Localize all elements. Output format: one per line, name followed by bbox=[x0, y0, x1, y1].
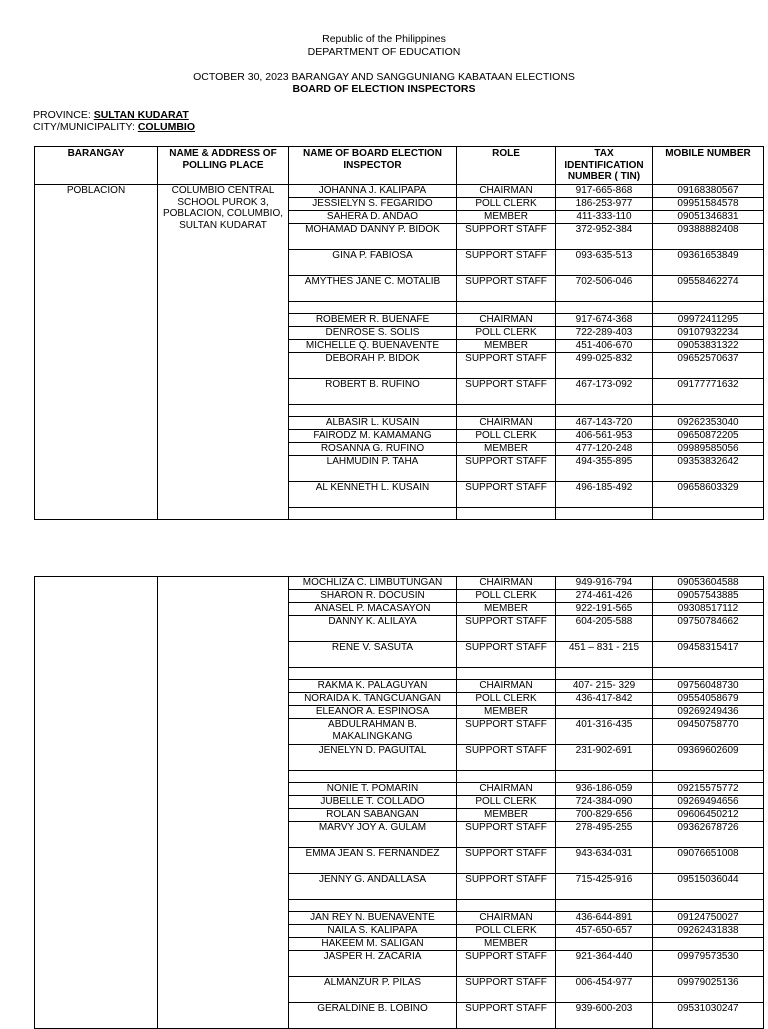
inspector-name-cell bbox=[289, 771, 457, 783]
inspector-name-cell: LAHMUDIN P. TAHA bbox=[289, 456, 457, 482]
tin-cell: 407- 215- 329 bbox=[556, 680, 653, 693]
role-cell: SUPPORT STAFF bbox=[457, 250, 556, 276]
polling-place-cell bbox=[158, 577, 289, 1029]
inspectors-table-2 bbox=[34, 576, 764, 1029]
mobile-cell: 09979025136 bbox=[653, 977, 764, 1003]
tin-cell: 917-674-368 bbox=[556, 314, 653, 327]
inspector-name-cell: DENROSE S. SOLIS bbox=[289, 327, 457, 340]
inspector-name-cell: JAN REY N. BUENAVENTE bbox=[289, 912, 457, 925]
inspector-name-cell: HAKEEM M. SALIGAN bbox=[289, 938, 457, 951]
inspector-name-cell bbox=[289, 668, 457, 680]
barangay-cell: POBLACION bbox=[35, 185, 158, 520]
tin-cell: 436-644-891 bbox=[556, 912, 653, 925]
mobile-cell: 09124750027 bbox=[653, 912, 764, 925]
tin-cell: 700-829-656 bbox=[556, 809, 653, 822]
role-cell: MEMBER bbox=[457, 340, 556, 353]
tin-cell: 917-665-868 bbox=[556, 185, 653, 198]
inspector-name-cell: GINA P. FABIOSA bbox=[289, 250, 457, 276]
role-cell: SUPPORT STAFF bbox=[457, 616, 556, 642]
city-line bbox=[33, 121, 195, 133]
role-cell: POLL CLERK bbox=[457, 198, 556, 211]
role-cell: CHAIRMAN bbox=[457, 577, 556, 590]
mobile-cell: 09606450212 bbox=[653, 809, 764, 822]
role-cell: SUPPORT STAFF bbox=[457, 482, 556, 508]
header-republic: Republic of the Philippines bbox=[322, 33, 446, 45]
tin-cell: 401-316-435 bbox=[556, 719, 653, 745]
mobile-cell bbox=[653, 900, 764, 912]
role-cell bbox=[457, 771, 556, 783]
tin-cell: 936-186-059 bbox=[556, 783, 653, 796]
inspector-name-cell: JESSIELYN S. FEGARIDO bbox=[289, 198, 457, 211]
role-cell: POLL CLERK bbox=[457, 590, 556, 603]
tin-cell: 006-454-977 bbox=[556, 977, 653, 1003]
col-header-role: ROLE bbox=[457, 147, 556, 185]
role-cell bbox=[457, 668, 556, 680]
role-cell: POLL CLERK bbox=[457, 925, 556, 938]
role-cell: SUPPORT STAFF bbox=[457, 276, 556, 302]
tin-cell bbox=[556, 508, 653, 520]
inspector-name-cell: ROBERT B. RUFINO bbox=[289, 379, 457, 405]
mobile-cell: 09369602609 bbox=[653, 745, 764, 771]
inspector-name-cell: ROLAN SABANGAN bbox=[289, 809, 457, 822]
table-row bbox=[35, 185, 764, 198]
inspector-name-cell: JENELYN D. PAGUITAL bbox=[289, 745, 457, 771]
mobile-cell: 09353832642 bbox=[653, 456, 764, 482]
header-department: DEPARTMENT OF EDUCATION bbox=[307, 46, 461, 58]
role-cell: SUPPORT STAFF bbox=[457, 379, 556, 405]
role-cell bbox=[457, 302, 556, 314]
inspector-name-cell: ALMANZUR P. PILAS bbox=[289, 977, 457, 1003]
mobile-cell: 09177771632 bbox=[653, 379, 764, 405]
inspector-name-cell: RAKMA K. PALAGUYAN bbox=[289, 680, 457, 693]
mobile-cell bbox=[653, 508, 764, 520]
tin-cell: 477-120-248 bbox=[556, 443, 653, 456]
mobile-cell: 09269494656 bbox=[653, 796, 764, 809]
polling-place-cell: COLUMBIO CENTRAL SCHOOL PUROK 3, POBLACION, COLUMBIO, SULTAN KUDARAT bbox=[158, 185, 289, 520]
col-header-tin: TAX IDENTIFICATION NUMBER ( TIN) bbox=[556, 147, 653, 185]
header-election: OCTOBER 30, 2023 BARANGAY AND SANGGUNIANG KABATAAN ELECTIONS bbox=[193, 71, 575, 83]
role-cell: SUPPORT STAFF bbox=[457, 951, 556, 977]
tin-cell bbox=[556, 938, 653, 951]
tin-cell bbox=[556, 668, 653, 680]
inspector-name-cell: FAIRODZ M. KAMAMANG bbox=[289, 430, 457, 443]
role-cell: MEMBER bbox=[457, 706, 556, 719]
inspector-name-cell: EMMA JEAN S. FERNANDEZ bbox=[289, 848, 457, 874]
tin-cell: 724-384-090 bbox=[556, 796, 653, 809]
mobile-cell: 09076651008 bbox=[653, 848, 764, 874]
tin-cell: 411-333-110 bbox=[556, 211, 653, 224]
tin-cell: 604-205-588 bbox=[556, 616, 653, 642]
tin-cell bbox=[556, 302, 653, 314]
mobile-cell bbox=[653, 405, 764, 417]
tin-cell bbox=[556, 405, 653, 417]
mobile-cell: 09215575772 bbox=[653, 783, 764, 796]
mobile-cell: 09262431838 bbox=[653, 925, 764, 938]
inspector-name-cell: NAILA S. KALIPAPA bbox=[289, 925, 457, 938]
mobile-cell: 09972411295 bbox=[653, 314, 764, 327]
mobile-cell: 09750784662 bbox=[653, 616, 764, 642]
tin-cell: 093-635-513 bbox=[556, 250, 653, 276]
inspector-name-cell: JENNY G. ANDALLASA bbox=[289, 874, 457, 900]
role-cell: SUPPORT STAFF bbox=[457, 745, 556, 771]
mobile-cell: 09308517112 bbox=[653, 603, 764, 616]
inspector-name-cell: ANASEL P. MACASAYON bbox=[289, 603, 457, 616]
col-header-inspector-name: NAME OF BOARD ELECTION INSPECTOR bbox=[289, 147, 457, 185]
tin-cell: 922-191-565 bbox=[556, 603, 653, 616]
barangay-cell bbox=[35, 577, 158, 1029]
tin-cell bbox=[556, 706, 653, 719]
role-cell: CHAIRMAN bbox=[457, 185, 556, 198]
tin-cell: 921-364-440 bbox=[556, 951, 653, 977]
inspector-name-cell bbox=[289, 508, 457, 520]
province-label: PROVINCE: bbox=[33, 109, 91, 121]
mobile-cell: 09168380567 bbox=[653, 185, 764, 198]
tin-cell: 451-406-670 bbox=[556, 340, 653, 353]
tin-cell: 499-025-832 bbox=[556, 353, 653, 379]
tin-cell: 467-143-720 bbox=[556, 417, 653, 430]
mobile-cell: 09053604588 bbox=[653, 577, 764, 590]
role-cell: SUPPORT STAFF bbox=[457, 977, 556, 1003]
role-cell: POLL CLERK bbox=[457, 430, 556, 443]
role-cell: SUPPORT STAFF bbox=[457, 848, 556, 874]
inspector-name-cell: SHARON R. DOCUSIN bbox=[289, 590, 457, 603]
role-cell: CHAIRMAN bbox=[457, 314, 556, 327]
role-cell: MEMBER bbox=[457, 809, 556, 822]
role-cell: SUPPORT STAFF bbox=[457, 224, 556, 250]
mobile-cell: 09057543885 bbox=[653, 590, 764, 603]
mobile-cell: 09979573530 bbox=[653, 951, 764, 977]
inspectors-table-1 bbox=[34, 146, 764, 520]
inspector-name-cell bbox=[289, 302, 457, 314]
mobile-cell: 09558462274 bbox=[653, 276, 764, 302]
tin-cell: 702-506-046 bbox=[556, 276, 653, 302]
tin-cell: 949-916-794 bbox=[556, 577, 653, 590]
tin-cell: 467-173-092 bbox=[556, 379, 653, 405]
mobile-cell: 09051346831 bbox=[653, 211, 764, 224]
role-cell: SUPPORT STAFF bbox=[457, 642, 556, 668]
mobile-cell: 09388882408 bbox=[653, 224, 764, 250]
col-header-barangay: BARANGAY bbox=[35, 147, 158, 185]
inspector-name-cell: NONIE T. POMARIN bbox=[289, 783, 457, 796]
tin-cell: 278-495-255 bbox=[556, 822, 653, 848]
tin-cell: 715-425-916 bbox=[556, 874, 653, 900]
province-value: SULTAN KUDARAT bbox=[93, 109, 189, 121]
tin-cell: 722-289-403 bbox=[556, 327, 653, 340]
inspector-name-cell: NORAIDA K. TANGCUANGAN bbox=[289, 693, 457, 706]
inspector-name-cell: JUBELLE T. COLLADO bbox=[289, 796, 457, 809]
mobile-cell: 09458315417 bbox=[653, 642, 764, 668]
tin-cell: 457-650-657 bbox=[556, 925, 653, 938]
mobile-cell bbox=[653, 668, 764, 680]
role-cell: CHAIRMAN bbox=[457, 783, 556, 796]
tin-cell: 186-253-977 bbox=[556, 198, 653, 211]
mobile-cell: 09269249436 bbox=[653, 706, 764, 719]
role-cell: CHAIRMAN bbox=[457, 680, 556, 693]
inspector-name-cell: MARVY JOY A. GULAM bbox=[289, 822, 457, 848]
mobile-cell: 09531030247 bbox=[653, 1003, 764, 1029]
mobile-cell: 09951584578 bbox=[653, 198, 764, 211]
mobile-cell: 09361653849 bbox=[653, 250, 764, 276]
mobile-cell: 09650872205 bbox=[653, 430, 764, 443]
inspector-name-cell bbox=[289, 405, 457, 417]
table-row bbox=[35, 577, 764, 590]
mobile-cell: 09989585056 bbox=[653, 443, 764, 456]
city-label: CITY/MUNICIPALITY: bbox=[33, 121, 135, 133]
tin-cell: 436-417-842 bbox=[556, 693, 653, 706]
role-cell: SUPPORT STAFF bbox=[457, 874, 556, 900]
inspector-name-cell: GERALDINE B. LOBINO bbox=[289, 1003, 457, 1029]
role-cell bbox=[457, 405, 556, 417]
mobile-cell bbox=[653, 771, 764, 783]
tin-cell: 939-600-203 bbox=[556, 1003, 653, 1029]
inspector-name-cell: ROBEMER R. BUENAFE bbox=[289, 314, 457, 327]
province-line bbox=[33, 109, 189, 121]
inspector-name-cell: ALBASIR L. KUSAIN bbox=[289, 417, 457, 430]
mobile-cell: 09362678726 bbox=[653, 822, 764, 848]
mobile-cell: 09107932234 bbox=[653, 327, 764, 340]
role-cell: CHAIRMAN bbox=[457, 912, 556, 925]
mobile-cell: 09756048730 bbox=[653, 680, 764, 693]
role-cell: POLL CLERK bbox=[457, 693, 556, 706]
tin-cell bbox=[556, 771, 653, 783]
mobile-cell bbox=[653, 938, 764, 951]
inspector-name-cell: JOHANNA J. KALIPAPA bbox=[289, 185, 457, 198]
tin-cell: 406-561-953 bbox=[556, 430, 653, 443]
inspector-name-cell: ABDULRAHMAN B. MAKALINGKANG bbox=[289, 719, 457, 745]
tin-cell: 943-634-031 bbox=[556, 848, 653, 874]
inspector-name-cell: MICHELLE Q. BUENAVENTE bbox=[289, 340, 457, 353]
mobile-cell: 09053831322 bbox=[653, 340, 764, 353]
tin-cell: 496-185-492 bbox=[556, 482, 653, 508]
role-cell bbox=[457, 508, 556, 520]
inspector-name-cell: MOHAMAD DANNY P. BIDOK bbox=[289, 224, 457, 250]
mobile-cell bbox=[653, 302, 764, 314]
mobile-cell: 09262353040 bbox=[653, 417, 764, 430]
role-cell: POLL CLERK bbox=[457, 796, 556, 809]
city-value: COLUMBIO bbox=[137, 121, 195, 133]
tin-cell: 494-355-895 bbox=[556, 456, 653, 482]
role-cell: SUPPORT STAFF bbox=[457, 456, 556, 482]
mobile-cell: 09515036044 bbox=[653, 874, 764, 900]
mobile-cell: 09554058679 bbox=[653, 693, 764, 706]
role-cell: POLL CLERK bbox=[457, 327, 556, 340]
role-cell: CHAIRMAN bbox=[457, 417, 556, 430]
role-cell: SUPPORT STAFF bbox=[457, 822, 556, 848]
inspector-name-cell: DANNY K. ALILAYA bbox=[289, 616, 457, 642]
role-cell bbox=[457, 900, 556, 912]
role-cell: SUPPORT STAFF bbox=[457, 353, 556, 379]
role-cell: MEMBER bbox=[457, 211, 556, 224]
inspector-name-cell: ELEANOR A. ESPINOSA bbox=[289, 706, 457, 719]
role-cell: MEMBER bbox=[457, 603, 556, 616]
role-cell: MEMBER bbox=[457, 938, 556, 951]
tin-cell: 451 – 831 - 215 bbox=[556, 642, 653, 668]
inspector-name-cell: ROSANNA G. RUFINO bbox=[289, 443, 457, 456]
inspector-name-cell: AL KENNETH L. KUSAIN bbox=[289, 482, 457, 508]
inspector-name-cell: SAHERA D. ANDAO bbox=[289, 211, 457, 224]
mobile-cell: 09658603329 bbox=[653, 482, 764, 508]
role-cell: MEMBER bbox=[457, 443, 556, 456]
inspector-name-cell bbox=[289, 900, 457, 912]
tin-cell: 372-952-384 bbox=[556, 224, 653, 250]
col-header-polling-place: NAME & ADDRESS OF POLLING PLACE bbox=[158, 147, 289, 185]
inspector-name-cell: DEBORAH P. BIDOK bbox=[289, 353, 457, 379]
mobile-cell: 09652570637 bbox=[653, 353, 764, 379]
role-cell: SUPPORT STAFF bbox=[457, 719, 556, 745]
inspector-name-cell: JASPER H. ZACARIA bbox=[289, 951, 457, 977]
header-board-title: BOARD OF ELECTION INSPECTORS bbox=[292, 83, 476, 95]
mobile-cell: 09450758770 bbox=[653, 719, 764, 745]
tin-cell: 274-461-426 bbox=[556, 590, 653, 603]
tin-cell bbox=[556, 900, 653, 912]
tin-cell: 231-902-691 bbox=[556, 745, 653, 771]
role-cell: SUPPORT STAFF bbox=[457, 1003, 556, 1029]
inspector-name-cell: RENE V. SASUTA bbox=[289, 642, 457, 668]
inspector-name-cell: AMYTHES JANE C. MOTALIB bbox=[289, 276, 457, 302]
inspector-name-cell: MOCHLIZA C. LIMBUTUNGAN bbox=[289, 577, 457, 590]
col-header-mobile: MOBILE NUMBER bbox=[653, 147, 764, 185]
